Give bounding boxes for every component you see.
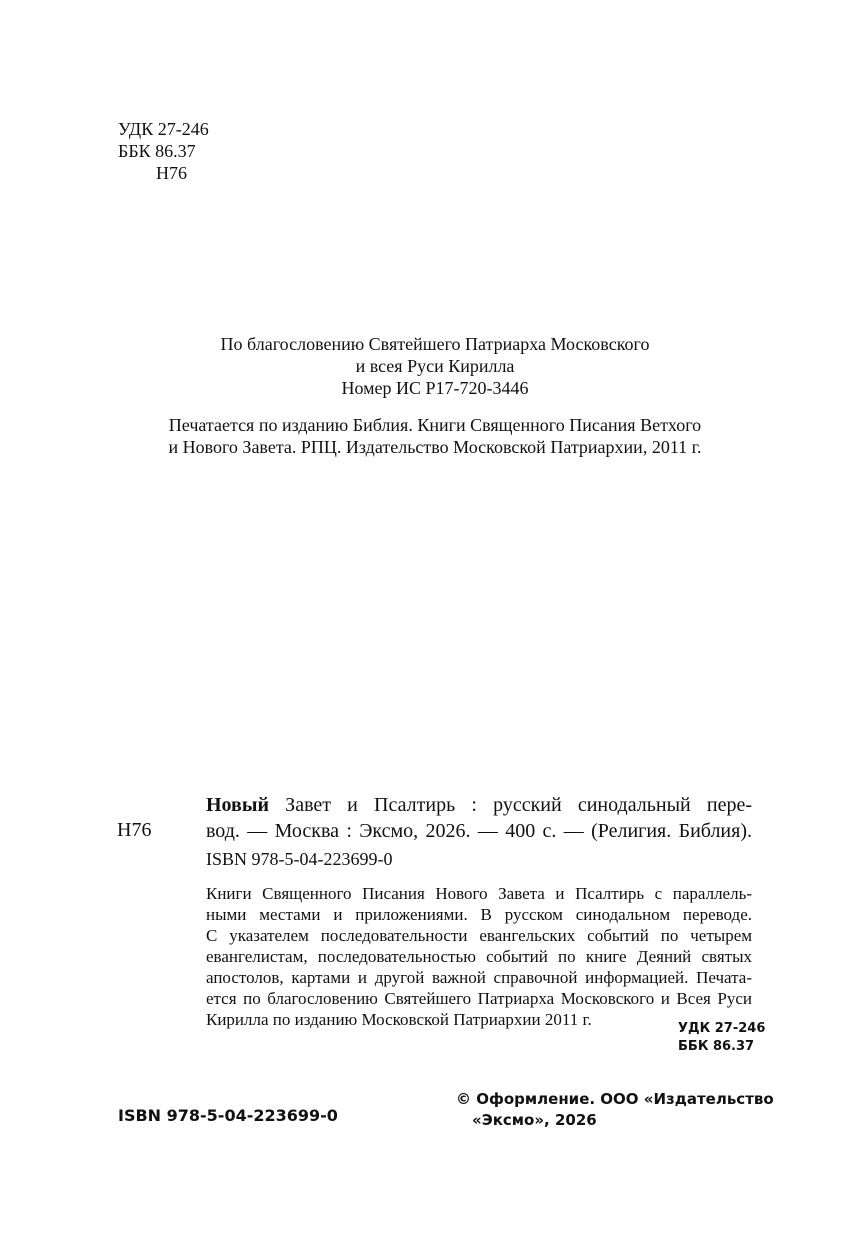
source-note: [120, 414, 750, 458]
header-udk: УДК 27-246: [118, 119, 209, 139]
annotation-line: ется по благословению Святейшего Патриарха Московского и Всея Руси: [206, 989, 752, 1008]
catalog-title-bold: Новый: [206, 794, 269, 816]
catalog-udk: УДК 27-246: [678, 1021, 766, 1036]
header-bbk: ББК 86.37: [118, 141, 196, 161]
catalog-title-rest: Завет и Псалтирь : русский синодальный пере-: [285, 794, 753, 816]
footer-copyright: [456, 1089, 774, 1131]
catalog-codes: [678, 1020, 765, 1056]
catalog-title-line-1: [206, 792, 752, 818]
source-note-line-1: Печатается по изданию Библия. Книги Священного Писания Ветхого: [168, 415, 702, 435]
source-note-line-2: и Нового Завета. РПЦ. Издательство Московской Патриархии, 2011 г.: [168, 437, 702, 457]
annotation-line: Книги Священного Писания Нового Завета и Псалтирь с параллель-: [206, 884, 752, 903]
catalog-annotation: [206, 883, 752, 1030]
catalog-title-line-2: вод. — Москва : Эксмо, 2026. — 400 с. — (Религия. Библия).: [206, 820, 752, 842]
annotation-line: евангелистам, последовательностью событий по книге Деяний святых: [206, 947, 752, 966]
blessing-line-3: Номер ИС Р17-720-3446: [341, 378, 529, 398]
annotation-line: ными местами и приложениями. В русском синодальном переводе.: [206, 905, 752, 924]
footer-isbn: ISBN 978-5-04-223699-0: [118, 1106, 338, 1125]
annotation-line: С указателем последовательности евангельских событий по четырем: [206, 926, 752, 945]
catalog-title: [206, 792, 752, 844]
catalog-isbn: ISBN 978-5-04-223699-0: [206, 849, 393, 869]
annotation-line: Кирилла по изданию Московской Патриархии 2011 г.: [206, 1010, 592, 1029]
catalog-author-mark: Н76: [117, 819, 152, 841]
copyright-line-2: «Эксмо», 2026: [472, 1111, 597, 1129]
header-codes: [118, 118, 209, 184]
header-author-mark: Н76: [156, 163, 187, 183]
blessing-block: [120, 333, 750, 399]
annotation-line: апостолов, картами и другой важной справочной информацией. Печата-: [206, 968, 752, 987]
blessing-line-1: По благословению Святейшего Патриарха Московского: [220, 334, 650, 354]
copyright-line-1: © Оформление. ООО «Издательство: [456, 1090, 774, 1108]
blessing-line-2: и всея Руси Кирилла: [355, 356, 515, 376]
catalog-bbk: ББК 86.37: [678, 1039, 755, 1054]
